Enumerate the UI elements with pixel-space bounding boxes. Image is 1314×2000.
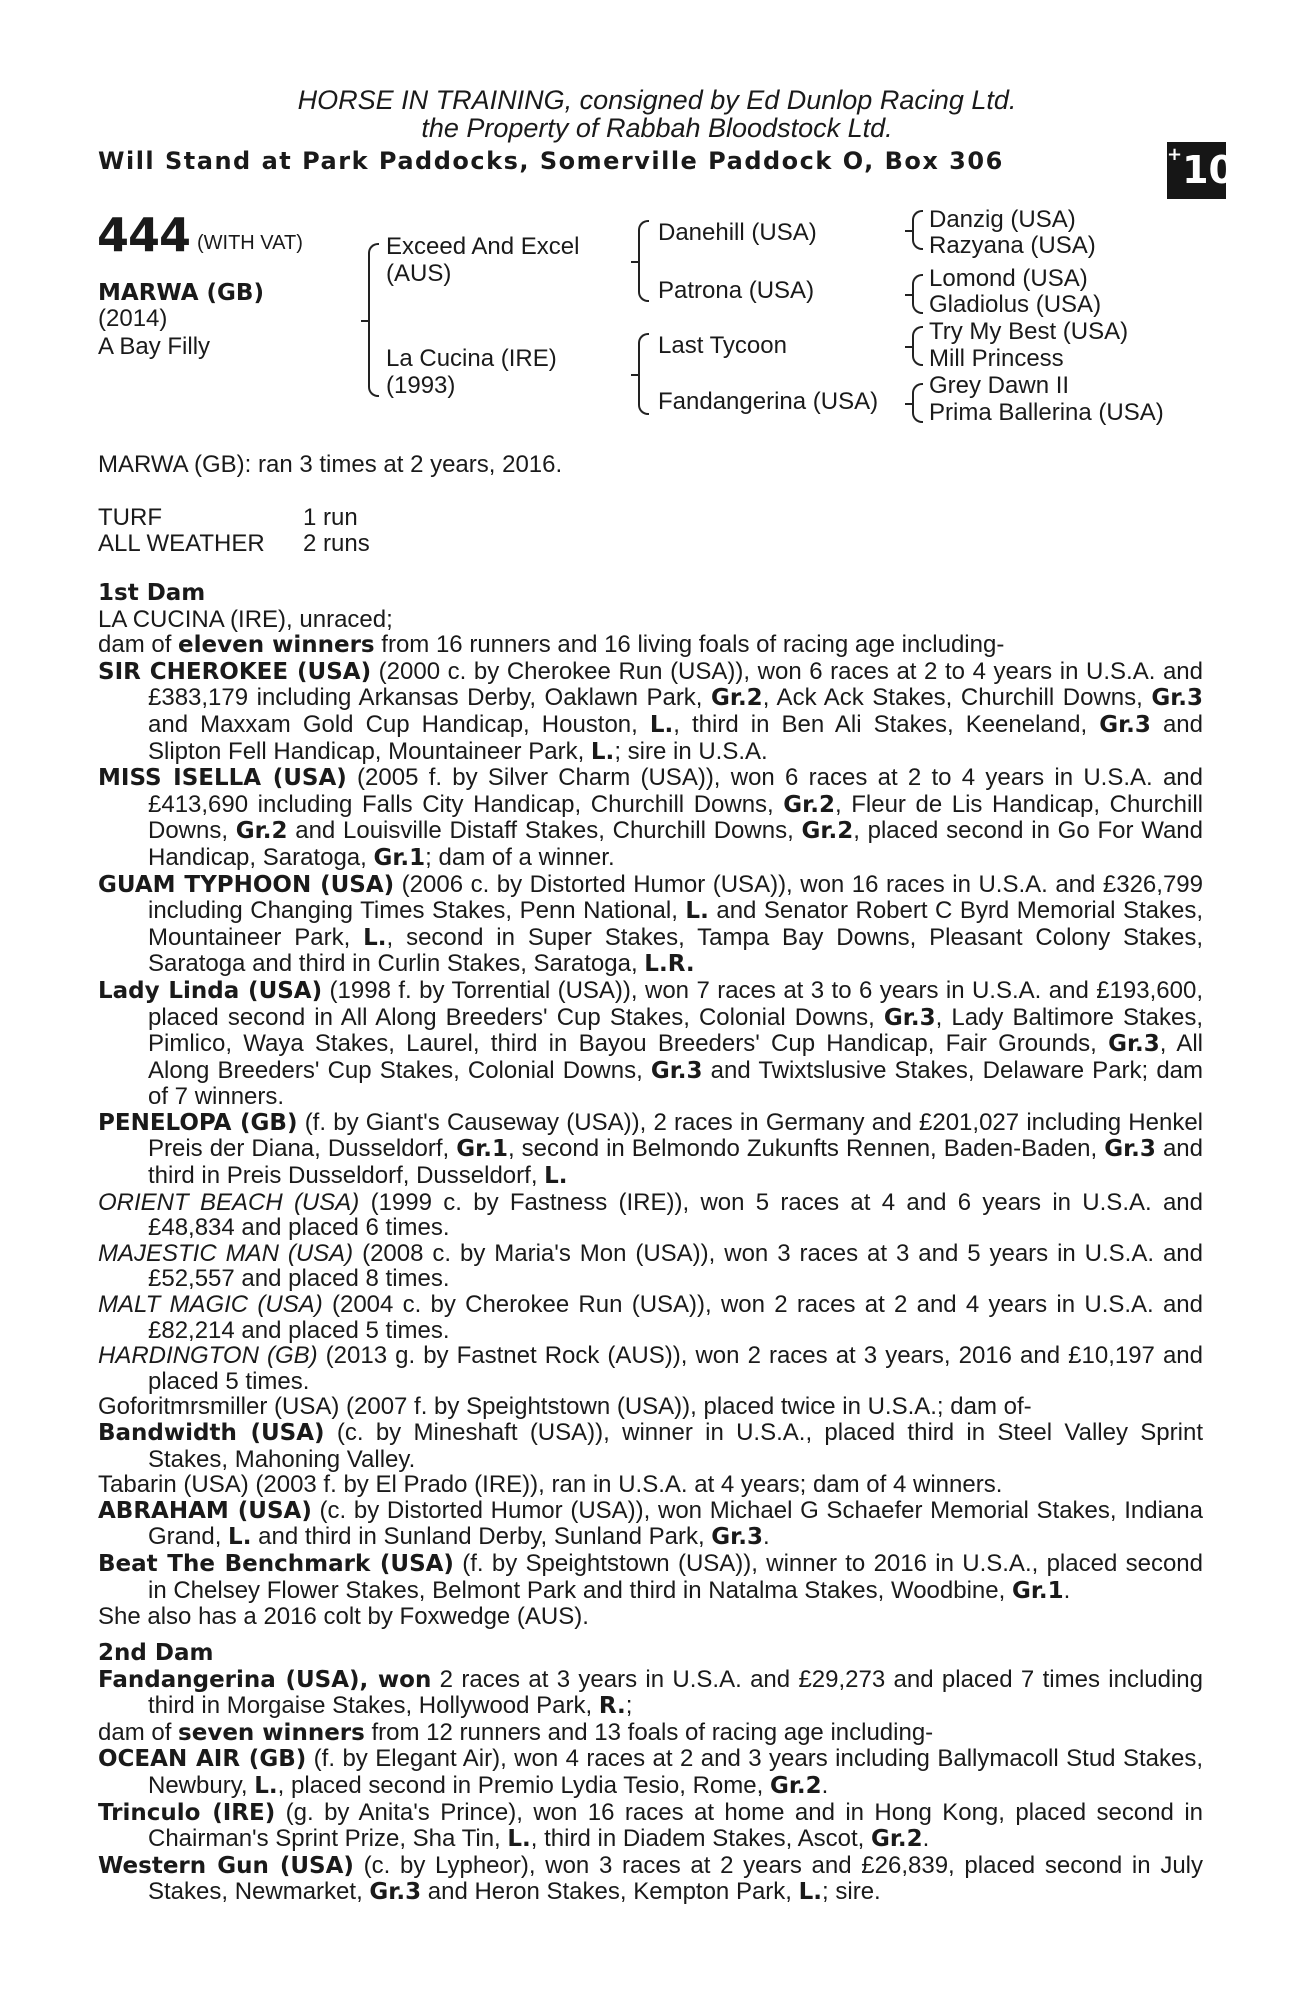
- entry-text: (f. by Giant's Causeway (USA)), 2 races in Germany and £201,027 including Henkel Preis der Diana, Dusseldorf,: [148, 1108, 1203, 1163]
- produce-entry: [98, 1746, 1203, 1799]
- pedigree-brace-3b: [912, 274, 923, 314]
- race-grade: Gr.3: [1104, 1136, 1156, 1163]
- winners-count: eleven winners: [178, 632, 375, 659]
- race-grade: Gr.1: [456, 1136, 508, 1163]
- produce-entry: [98, 1343, 1203, 1394]
- foaling-year: (2014): [98, 305, 168, 332]
- produce-entry: [98, 978, 1203, 1110]
- produce-sub-entry: [98, 1551, 1203, 1604]
- entry-text: (2000 c. by Cherokee Run (USA)), won 6 races at 2 to 4 years in U.S.A. and £383,179 including Arkansas Derby, Oaklawn Park,: [148, 657, 1203, 712]
- entry-text: (f. by Elegant Air), won 4 races at 2 and 3 years including Ballymacoll Stud Stakes, Newbury,: [148, 1745, 1203, 1799]
- produce-sub-entry: [98, 1420, 1203, 1472]
- entry-text: and Senator Robert C Byrd Memorial Stakes, Mountaineer Park,: [148, 897, 1203, 951]
- entry-horse-name: Western Gun (USA): [98, 1852, 354, 1879]
- entry-text: , Fleur de Lis Handicap, Churchill Downs,: [148, 790, 1203, 845]
- produce-entry: [98, 765, 1203, 871]
- pedigree-dds: Grey Dawn II: [929, 372, 1070, 399]
- race-grade: L.: [228, 1524, 252, 1551]
- entry-text: (2006 c. by Distorted Humor (USA)), won 16 races in U.S.A. and £326,799 including Changing Times Stakes, Penn National,: [148, 870, 1203, 925]
- race-grade: Gr.3: [650, 1057, 703, 1084]
- entry-horse-name: ABRAHAM (USA): [98, 1497, 312, 1524]
- entry-text: and Maxxam Gold Cup Handicap, Houston,: [148, 710, 650, 738]
- entry-text: , placed second in Premio Lydia Tesio, Rome,: [277, 1771, 770, 1799]
- entry-text: Goforitmrsmiller (USA) (2007 f. by Speightstown (USA)), placed twice in U.S.A.; dam of-: [98, 1393, 1032, 1421]
- entry-text: (1998 f. by Torrential (USA)), won 7 races at 3 to 6 years in U.S.A. and £193,600, placed second in All Along Breeders' Cup Stakes, Colonial Downs,: [148, 976, 1203, 1031]
- turf-label: TURF: [98, 504, 162, 531]
- pedigree-brace-2a: [638, 220, 649, 302]
- entry-text: , Ack Ack Stakes, Churchill Downs,: [762, 684, 1152, 712]
- entry-horse-name: MALT MAGIC (USA): [98, 1291, 323, 1319]
- entry-text: Tabarin (USA) (2003 f. by El Prado (IRE)), ran in U.S.A. at 4 years; dam of 4 winners.: [98, 1471, 1003, 1499]
- entry-text: (c. by Lypheor), won 3 races at 2 years and £26,839, placed second in July Stakes, Newmarket,: [148, 1851, 1203, 1906]
- race-grade: Gr.3: [883, 1004, 936, 1031]
- closing-note: She also has a 2016 colt by Foxwedge (AUS).: [98, 1603, 589, 1631]
- entry-text: (f. by Speightstown (USA)), winner to 2016 in U.S.A., placed second in Chelsey Flower Stakes, Belmont Park and third in Natalma Stakes, Woodbine,: [148, 1549, 1204, 1604]
- produce-sub-entry: [98, 1110, 1203, 1190]
- entry-horse-name: ORIENT BEACH (USA): [98, 1188, 360, 1216]
- pedigree-dam: La Cucina (IRE): [386, 345, 557, 372]
- lot-number: 444: [97, 208, 191, 262]
- stand-location: Will Stand at Park Paddocks, Somerville Paddock O, Box 306: [98, 147, 1004, 175]
- entry-text: (c. by Distorted Humor (USA)), won Michael G Schaefer Memorial Stakes, Indiana Grand,: [148, 1496, 1203, 1551]
- entry-horse-name: OCEAN AIR (GB): [98, 1746, 307, 1773]
- pedigree-brace-3a: [912, 210, 923, 250]
- entry-text: , placed second in Go For Wand Handicap, Saratoga,: [148, 817, 1203, 871]
- entry-text: and Slipton Fell Handicap, Mountaineer Park,: [148, 710, 1203, 765]
- entry-text: ;: [625, 1692, 633, 1720]
- race-grade: L.: [254, 1772, 278, 1799]
- race-grade: Gr.1: [373, 844, 426, 871]
- race-record-summary: MARWA (GB): ran 3 times at 2 years, 2016.: [98, 451, 563, 478]
- entry-text: , second in Super Stakes, Tampa Bay Downs, Pleasant Colony Stakes, Saratoga and third in Curlin Stakes, Saratoga,: [148, 923, 1203, 978]
- pedigree-ddd: Prima Ballerina (USA): [929, 399, 1164, 426]
- race-grade: L.R.: [644, 951, 695, 978]
- second-dam-name: Fandangerina (USA): [98, 1666, 360, 1693]
- all-weather-value: 2 runs: [303, 530, 370, 557]
- dam-of-post: from 16 runners and 16 living foals of racing age including-: [374, 631, 1005, 659]
- entry-text: , Lady Baltimore Stakes, Pimlico, Waya Stakes, Laurel, third in Bayou Breeders' Cup Handicap, Fair Grounds,: [148, 1003, 1204, 1058]
- first-dam-section: [98, 581, 1203, 1630]
- entry-text: .: [762, 1523, 770, 1551]
- pedigree-sss: Danzig (USA): [929, 206, 1076, 233]
- entry-text: .: [1063, 1576, 1071, 1604]
- first-dam-intro: LA CUCINA (IRE), unraced;: [98, 605, 393, 633]
- second-dam-produce-summary: [98, 1720, 1203, 1747]
- second-dam-intro: [98, 1667, 1203, 1720]
- pedigree-dss: Try My Best (USA): [929, 318, 1129, 345]
- entry-horse-name: MISS ISELLA (USA): [98, 765, 347, 792]
- entry-horse-name: MAJESTIC MAN (USA): [98, 1239, 354, 1267]
- entry-horse-name: Beat The Benchmark (USA): [98, 1550, 454, 1577]
- entry-text: , second in Belmondo Zukunfts Rennen, Baden-Baden,: [507, 1135, 1105, 1163]
- race-grade: Gr.3: [711, 1524, 763, 1551]
- horse-name: MARWA (GB): [98, 280, 264, 306]
- first-dam-heading: 1st Dam: [98, 580, 206, 606]
- pedigree-dam-year: (1993): [386, 372, 456, 399]
- pedigree-ssd: Razyana (USA): [929, 232, 1096, 259]
- produce-entry: [98, 1190, 1203, 1241]
- pedigree-brace-2b: [638, 333, 649, 415]
- entry-text: (c. by Mineshaft (USA)), winner in U.S.A., placed third in Steel Valley Sprint Stakes, Mahoning Valley.: [148, 1419, 1203, 1473]
- produce-entry: [98, 1394, 1203, 1420]
- entry-text: ; sire in U.S.A.: [614, 737, 768, 765]
- produce-entry: [98, 1853, 1203, 1906]
- race-grade: Gr.2: [235, 818, 288, 845]
- entry-text: , third in Diadem Stakes, Ascot,: [530, 1825, 871, 1853]
- pedigree-brace-1: [368, 243, 379, 397]
- winners-count: seven winners: [178, 1719, 365, 1746]
- badge-number: 10: [1182, 148, 1235, 192]
- entry-text: .: [922, 1825, 930, 1853]
- pedigree-sds: Lomond (USA): [929, 265, 1088, 292]
- race-grade: L.: [798, 1879, 823, 1906]
- produce-sub-entry: [98, 1498, 1203, 1551]
- entry-text: and third in Sunland Derby, Sunland Park,: [251, 1523, 712, 1551]
- dam-of-pre: dam of: [98, 631, 179, 659]
- produce-entry: [98, 1241, 1203, 1292]
- race-grade: Gr.2: [711, 685, 763, 712]
- dam-of-post: from 12 runners and 13 foals of racing age including-: [364, 1718, 934, 1746]
- plus-mark: +: [1167, 144, 1183, 165]
- pedigree-dam-dam: Fandangerina (USA): [658, 388, 879, 415]
- race-grade: Gr.3: [1099, 711, 1151, 738]
- pedigree-sire-country: (AUS): [386, 260, 452, 287]
- entry-text: ; dam of a winner.: [425, 843, 615, 871]
- entry-text: .: [821, 1771, 829, 1799]
- race-grade: Gr.2: [870, 1826, 923, 1853]
- entry-horse-name: PENELOPA (GB): [98, 1109, 298, 1136]
- entry-horse-name: SIR CHEROKEE (USA): [98, 658, 372, 685]
- race-grade: Gr.1: [1011, 1577, 1064, 1604]
- entry-text: and Heron Stakes, Kempton Park,: [421, 1878, 799, 1906]
- entry-text: (2008 c. by Maria's Mon (USA)), won 3 races at 3 and 5 years in U.S.A. and £52,557 and placed 8 times.: [148, 1239, 1203, 1293]
- entry-text: , third in Ben Ali Stakes, Keeneland,: [673, 710, 1100, 738]
- won-label: , won: [359, 1666, 432, 1693]
- race-grade: Gr.3: [1108, 1031, 1160, 1058]
- produce-entry: [98, 1800, 1203, 1853]
- race-grade: L.: [507, 1826, 531, 1853]
- race-grade: Gr.2: [769, 1772, 822, 1799]
- turf-value: 1 run: [303, 504, 358, 531]
- produce-entry: [98, 1472, 1203, 1498]
- second-dam-heading: 2nd Dam: [98, 1640, 214, 1666]
- race-grade: R.: [598, 1693, 626, 1720]
- race-grade: L.: [685, 898, 709, 925]
- entry-text: (1999 c. by Fastness (IRE)), won 5 races at 4 and 6 years in U.S.A. and £48,834 and placed 6 times.: [148, 1188, 1203, 1242]
- pedigree-dam-sire: Last Tycoon: [658, 332, 787, 359]
- pedigree-sire-sire: Danehill (USA): [658, 219, 817, 246]
- entry-text: and third in Preis Dusseldorf, Dusseldorf,: [148, 1135, 1203, 1190]
- vat-note: (WITH VAT): [197, 232, 303, 254]
- entry-horse-name: Bandwidth (USA): [98, 1420, 325, 1446]
- produce-entry: [98, 872, 1203, 978]
- race-grade: Gr.3: [1151, 685, 1203, 712]
- entry-text: (g. by Anita's Prince), won 16 races at home and in Hong Kong, placed second in Chairman's Sprint Prize, Sha Tin,: [148, 1798, 1203, 1853]
- entry-horse-name: Lady Linda (USA): [98, 977, 323, 1004]
- lot-badge: [1167, 142, 1235, 199]
- pedigree-brace-3d: [912, 383, 923, 423]
- dam-of-pre: dam of: [98, 1718, 179, 1746]
- entry-text: (2004 c. by Cherokee Run (USA)), won 2 races at 2 and 4 years in U.S.A. and £82,214 and placed 5 times.: [148, 1291, 1204, 1344]
- pedigree-brace-3c: [912, 326, 923, 366]
- entry-text: and Louisville Distaff Stakes, Churchill Downs,: [287, 817, 802, 845]
- produce-entry: [98, 1292, 1203, 1343]
- race-grade: Gr.3: [369, 1879, 422, 1906]
- pedigree-sire-dam: Patrona (USA): [658, 277, 815, 304]
- header-line-2: the Property of Rabbah Bloodstock Ltd.: [421, 113, 893, 143]
- entry-text: , All Along Breeders' Cup Stakes, Colonial Downs,: [148, 1030, 1204, 1084]
- race-grade: L.: [590, 738, 615, 765]
- first-dam-produce-summary: [98, 632, 1203, 659]
- entry-text: ; sire.: [822, 1878, 881, 1906]
- entry-text: 2 races at 3 years in U.S.A. and £29,273 and placed 7 times including third in Morgaise Stakes, Hollywood Park,: [148, 1665, 1203, 1720]
- entry-horse-name: HARDINGTON (GB): [98, 1342, 318, 1370]
- entry-horse-name: GUAM TYPHOON (USA): [98, 871, 395, 898]
- all-weather-label: ALL WEATHER: [98, 530, 265, 557]
- race-grade: L.: [649, 711, 674, 738]
- race-grade: Gr.2: [801, 818, 854, 845]
- produce-entry: [98, 659, 1203, 765]
- entry-text: (2005 f. by Silver Charm (USA)), won 6 races at 2 to 4 years in U.S.A. and £413,690 including Falls City Handicap, Churchill Downs,: [148, 764, 1203, 818]
- race-grade: Gr.2: [783, 791, 835, 818]
- pedigree-sdd: Gladiolus (USA): [929, 291, 1102, 318]
- race-grade: L.: [544, 1163, 568, 1190]
- horse-description: A Bay Filly: [98, 333, 211, 360]
- header-line-1: HORSE IN TRAINING, consigned by Ed Dunlop Racing Ltd.: [297, 85, 1017, 115]
- entry-text: (2013 g. by Fastnet Rock (AUS)), won 2 races at 3 years, 2016 and £10,197 and placed 5 times.: [148, 1342, 1204, 1395]
- pedigree-dsd: Mill Princess: [929, 345, 1064, 372]
- race-grade: L.: [363, 924, 387, 951]
- pedigree-sire: Exceed And Excel: [386, 233, 580, 260]
- second-dam-section: [98, 1641, 1203, 1906]
- entry-horse-name: Trinculo (IRE): [98, 1799, 276, 1826]
- entry-text: and Twixtslusive Stakes, Delaware Park; dam of 7 winners.: [148, 1056, 1204, 1111]
